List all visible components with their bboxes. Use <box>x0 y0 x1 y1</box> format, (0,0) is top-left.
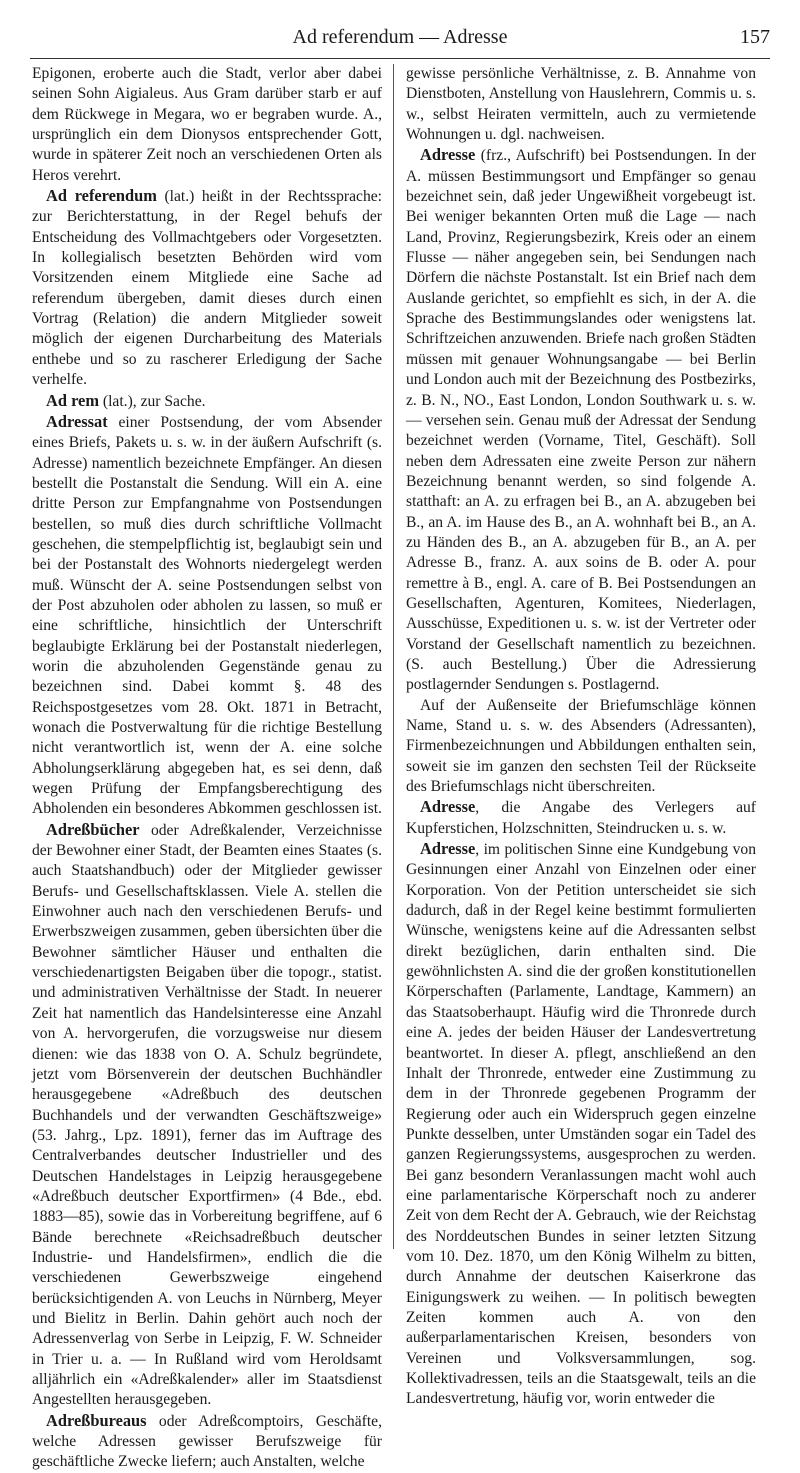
entry-ad-rem: Ad rem (lat.), zur Sache. <box>46 390 206 410</box>
headword: Adresse <box>420 839 476 859</box>
entry-adressbureaus: Adreßbureaus oder Adreßcomptoirs, Geschäfte, welche Adressen gewisser Berufszweige für geschäftliche Zwecke liefern; auch Anstalten, welche <box>32 1410 382 1471</box>
header-rule <box>30 58 770 59</box>
right-column <box>406 64 756 1408</box>
entry-paragraph: Epigonen, eroberte auch die Stadt, verlor aber dabei seinen Sohn Aigialeus. Aus Gram darüber starb er auf dem Rückwege in Megara, wo er begraben wurde. A., ursprünglich ein dem Dionysos entsprechender Gott, wurde in späterer Zeit noch an verschiedenen Orten als Heros verehrt. <box>32 65 382 184</box>
headword: Adressat <box>46 411 108 431</box>
headword: Adresse <box>420 145 476 165</box>
page-number: 157 <box>740 26 770 48</box>
entry-adressbuecher: Adreßbücher oder Adreßkalender, Verzeichnisse der Bewohner einer Stadt, der Beamten eines Staates (s. auch Staatshandbuch) oder der Mitglieder gewisser Berufs- und Gesellschaftsklassen. Viele A. stellen die Einwohner auch nach den verschiedenen Berufs- und Erwerbszweigen zusammen, geben übersichten über die Bewohner sämtlicher Häuser und enthalten die verschiedenartigsten Beigaben über die topogr., statist. und administrativen Verhältnisse der Stadt. In neuerer Zeit hat namentlich das Handelsinteresse eine Anzahl von A. hervorgerufen, die vorzugsweise nur diesem dienen: wie das 1838 von O. A. Schulz begründete, jetzt vom Börsenverein der deutschen Buchhändler herausgegebene «Adreßbuch des deutschen Buchhandels und der verwandten Geschäftszweige» (53. Jahrg., Lpz. 1891), ferner das im Auftrage des Centralverbandes deutscher Industrieller und des Deutschen Handelstages in Leipzig herausgegebene «Adreßbuch deutscher Exportfirmen» (4 Bde., ebd. 1883—85), sowie das in Vorbereitung begriffene, auf 6 Bände berechnete «Reichsadreßbuch deutscher Industrie- und Handelsfirmen», endlich die die verschiedenen Gewerbszweige eingehend berücksichtigenden A. von Leuchs in Nürnberg, Meyer und Bielitz in Berlin. Dahin gehört auch noch der Adressenverlag von Serbe in Leipzig, F. W. Schneider in Trier u. a. — In Rußland wird vom Heroldsamt alljährlich ein «Adreßkalender» aller im Staatsdienst Angestellten herausgegeben. <box>32 819 382 1409</box>
running-title: Ad referendum — Adresse <box>292 26 508 48</box>
entry-adresse-post: Adresse (frz., Aufschrift) bei Postsendungen. In der A. müssen Bestimmungsort und Empfänger so genau bezeichnet sein, daß jeder Ungewißheit vorgebeugt ist. Bei weniger bekannten Orten muß die Lage — nach Land, Provinz, Regierungsbezirk, Kreis oder an einem Flusse — näher angegeben sein, bei Sendungen nach Dörfern die nächste Postanstalt. Ist ein Brief nach dem Auslande gerichtet, so empfiehlt es sich, in der A. die Sprache des Bestimmungslandes oder wenigstens lat. Schriftzeichen anzuwenden. Briefe nach großen Städten müssen mit genauer Wohnungsangabe — bei Berlin und London auch mit der Bezeichnung des Postbezirks, z. B. N., NO., East London, London Southwark u. s. w. — versehen sein. Genau muß der Adressat der Sendung bezeichnet werden (Vorname, Titel, Geschäft). Soll neben dem Adressaten eine zweite Person zur nähern Bezeichnung benannt werden, so sind folgende A. statthaft: an A. zu erfragen bei B., an A. abzugeben bei B., an A. im Hause des B., an A. wohnhaft bei B., an A. zu Händen des B., an A. abzugeben für B., an A. per Adresse B., franz. A. aux soins de B. oder A. pour remettre à B., engl. A. care of B. Bei Postsendungen an Gesellschaften, Agenturen, Komitees, Niederlagen, Ausschüsse, Expeditionen u. s. w. ist der Vertreter oder Vorstand der Gesellschaft namentlich zu bezeichnen. (S. auch Bestellung.) Über die Adressierung postlagernder Sendungen s. Postlagernd. <box>406 145 756 694</box>
headword: Ad rem <box>46 390 99 410</box>
entry-adressat: Adressat einer Postsendung, der vom Absender eines Briefs, Pakets u. s. w. in der äußern Aufschrift (s. Adresse) namentlich bezeichnete Empfänger. An diesen bestellt die Postanstalt die Sendung. Will ein A. eine dritte Person zur Empfangnahme von Postsendungen bestellen, so muß dies durch schriftliche Vollmacht geschehen, die stempelpflichtig ist, beglaubigt sein und bei der Postanstalt des Wohnorts niedergelegt werden muß. Wünscht der A. seine Postsendungen selbst von der Post abzuholen oder abholen zu lassen, so muß er eine schriftliche, hinsichtlich der Unterschrift beglaubigte Erklärung bei der Postanstalt niederlegen, worin die abzuholenden Gegenstände genau zu bezeichnen sind. Dabei kommt §. 48 des Reichspostgesetzes vom 28. Okt. 1871 in Betracht, wonach die Postverwaltung für die richtige Bestellung nicht verantwortlich ist, wenn der A. eine solche Abholungserklärung abgegeben hat, es sei denn, daß wegen Prüfung der Empfangsberechtigung des Abholenden ein besonderes Abkommen geschlossen ist. <box>32 411 382 818</box>
entry-adresse-politisch: Adresse, im politischen Sinne eine Kundgebung von Gesinnungen einer Anzahl von Einzelnen oder einer Korporation. Von der Petition unterscheidet sie sich dadurch, daß in der Regel keine bestimmt formulierten Wünsche, wenigstens keine auf die Adressanten selbst direkt bezüglichen, darin enthalten sind. Die gewöhnlichsten A. sind die der großen konstitutionellen Körperschaften (Parlamente, Landtage, Kammern) an das Staatsoberhaupt. Häufig wird die Thronrede durch eine A. jedes der beiden Häuser der Landesvertretung beantwortet. In dieser A. pflegt, anschließend an den Inhalt der Thronrede, entweder eine Zustimmung zu dem in der Thronrede gegebenen Programm der Regierung oder auch ein Widerspruch gegen einzelne Punkte desselben, unter Umständen sogar ein Tadel des ganzen Regierungssystems, ausgesprochen zu werden. Bei ganz besondern Veranlassungen macht wohl auch eine parlamentarische Körperschaft noch zu anderer Zeit von dem Recht der A. Gebrauch, wie der Reichstag des Norddeutschen Bundes in seiner letzten Sitzung vom 10. Dez. 1870, um den König Wilhelm zu bitten, durch Annahme der deutschen Kaiserkrone das Einigungswerk zu weihen. — In politisch bewegten Zeiten kommen auch A. von den außerparlamentarischen Kreisen, besonders von Vereinen und Volksversammlungen, sog. Kollektivadressen, teils an die Staatsgewalt, teils an die Landesvertretung, häufig vor, worin entweder die <box>406 839 756 1408</box>
headword: Adresse <box>420 797 476 817</box>
entry-ad-referendum: Ad referendum (lat.) heißt in der Rechtssprache: zur Berichterstattung, in der Regel behufs der Entscheidung des Vollmachtgebers oder Vorgesetzten. In kollegialisch besetzten Behörden wird vom Vorsitzenden einem Mitgliede eine Sache ad referendum übergeben, damit dieses durch einen Vortrag (Relation) die andern Mitglieder soweit möglich der eigenen Durcharbeitung des Materials enthebe und so zu rascherer Erledigung der Sache verhelfe. <box>32 186 382 389</box>
entry-paragraph: gewisse persönliche Verhältnisse, z. B. Annahme von Dienstboten, Anstellung von Hauslehrern, Commis u. s. w., selbst Heiraten vermitteln, auch zu vermietende Wohnungen u. dgl. nachweisen. <box>406 65 756 144</box>
column-divider <box>393 64 394 1249</box>
headword: Adreßbücher <box>46 819 140 839</box>
headword: Adreßbureaus <box>46 1410 147 1430</box>
entry-adresse-verleger: Adresse, die Angabe des Verlegers auf Kupferstichen, Holzschnitten, Steindrucken u. s. w. <box>406 797 756 837</box>
entry-paragraph: Auf der Außenseite der Briefumschläge können Name, Stand u. s. w. des Absenders (Adressanten), Firmenbezeichnungen und Abbildungen enthalten sein, soweit sie im ganzen den sechsten Teil der Rückseite des Briefumschlags nicht überschreiten. <box>406 696 756 796</box>
headword: Ad referendum <box>46 186 157 206</box>
left-column <box>32 64 382 1471</box>
page-header <box>30 22 770 52</box>
